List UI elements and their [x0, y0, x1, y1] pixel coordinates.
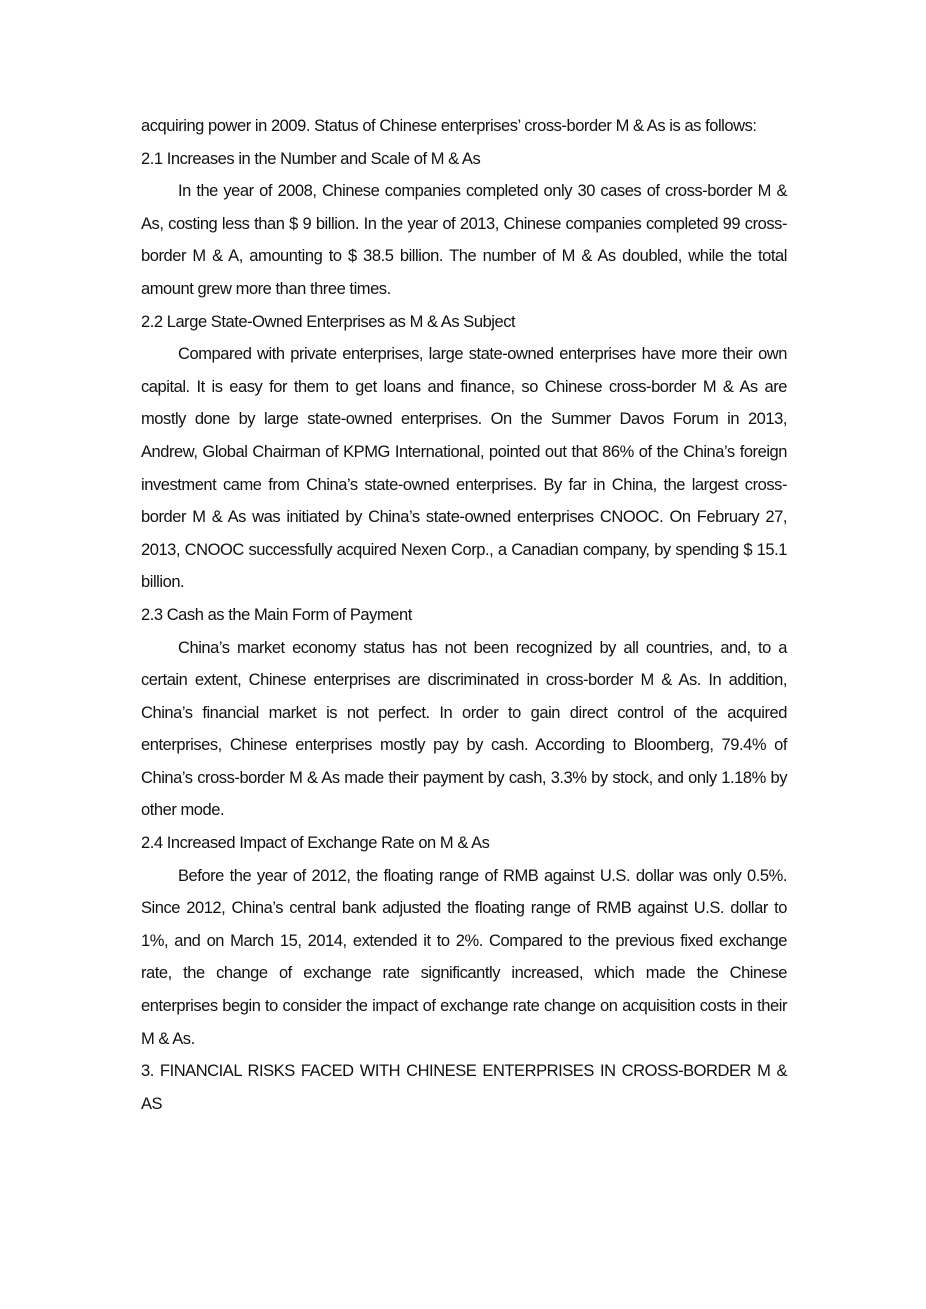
- section-heading-2-4: 2.4 Increased Impact of Exchange Rate on M & As: [141, 834, 490, 853]
- intro-paragraph: acquiring power in 2009. Status of Chinese enterprises’ cross-border M & As is as follows:: [141, 117, 757, 135]
- section-paragraph-2-3: China’s market economy status has not been recognized by all countries, and, to a certain extent, Chinese enterprises are discriminated in cross-border M & As. In addition, China’s financial market is not perfect. In order to gain direct control of the acquired enterprises, Chinese enterprises mostly pay by cash. According to Bloomberg, 79.4% of China’s cross-border M & As made their payment by cash, 3.3% by stock, and only 1.18% by other mode.: [141, 638, 787, 820]
- section-paragraph-2-1: In the year of 2008, Chinese companies completed only 30 cases of cross-border M & As, costing less than $ 9 billion. In the year of 2013, Chinese companies completed 99 cross-border M & A, amounting to $ 38.5 billion. The number of M & As doubled, while the total amount grew more than three times.: [141, 182, 787, 298]
- section-heading-2-2: 2.2 Large State-Owned Enterprises as M & As Subject: [141, 312, 516, 331]
- major-heading-3: 3. FINANCIAL RISKS FACED WITH CHINESE ENTERPRISES IN CROSS-BORDER M & AS: [141, 1062, 787, 1113]
- section-heading-2-3: 2.3 Cash as the Main Form of Payment: [141, 605, 412, 624]
- section-heading-2-1: 2.1 Increases in the Number and Scale of M & As: [141, 149, 481, 168]
- section-paragraph-2-4: Before the year of 2012, the floating range of RMB against U.S. dollar was only 0.5%. Since 2012, China’s central bank adjusted the floating range of RMB against U.S. dollar to 1%, and on March 15, 2014, extended it to 2%. Compared to the previous fixed exchange rate, the change of exchange rate significantly increased, which made the Chinese enterprises begin to consider the impact of exchange rate change on acquisition costs in their M & As.: [141, 866, 787, 1048]
- section-paragraph-2-2: Compared with private enterprises, large state-owned enterprises have more their own capital. It is easy for them to get loans and finance, so Chinese cross-border M & As are mostly done by large state-owned enterprises. On the Summer Davos Forum in 2013, Andrew, Global Chairman of KPMG International, pointed out that 86% of the China’s foreign investment came from China’s state-owned enterprises. By far in China, the largest cross-border M & As was initiated by China’s state-owned enterprises CNOOC. On February 27, 2013, CNOOC successfully acquired Nexen Corp., a Canadian company, by spending $ 15.1 billion.: [141, 345, 787, 592]
- document-page: [141, 110, 787, 1120]
